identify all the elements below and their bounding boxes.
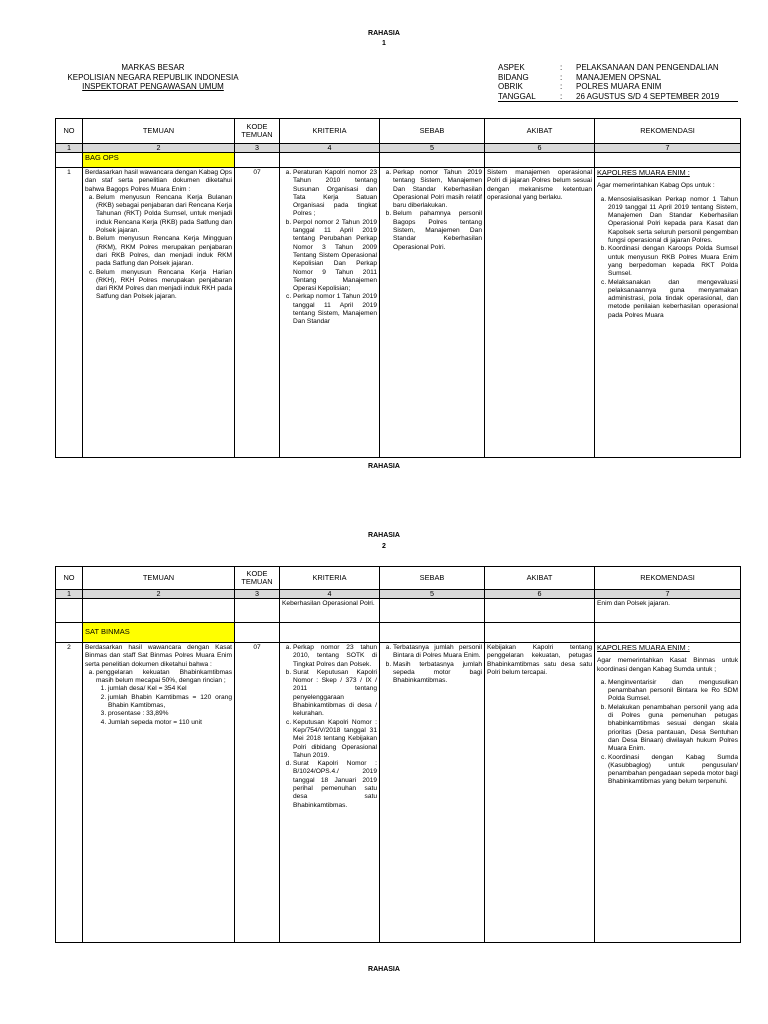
- list-item: d. Surat Kapolri Nomor : B/1024/OPS.4./ 2019 tanggal 18 Januari 2019 perihal pemenuhan satu desa satu Bhabinkamtibmas.: [293, 760, 377, 810]
- separator: :: [560, 72, 563, 82]
- temuan-sublist: [96, 685, 232, 726]
- empty-cell: [485, 623, 595, 643]
- header-row-tanggal: [498, 92, 738, 103]
- list-item: b. Koordinasi dengan Karoops Polda Sumsel untuk menyusun RKB Polres Muara Enim yang berpedoman kepada RKT Polda Sumsel.: [608, 245, 738, 278]
- col-number: 6: [485, 144, 595, 153]
- label: BIDANG: [498, 72, 529, 82]
- list-item: a. Menginventarisir dan mengusulkan penambahan personil Bintara ke Ro SDM Polda Sumsel.: [608, 679, 738, 704]
- col-number: 6: [485, 590, 595, 599]
- col-temuan: TEMUAN: [83, 119, 235, 144]
- rekomendasi-cell: [595, 643, 741, 943]
- list-item: 3. prosentase : 33,89%: [108, 710, 232, 718]
- label: OBRIK: [498, 82, 523, 91]
- empty-cell: [380, 599, 485, 623]
- empty-cell: [380, 623, 485, 643]
- col-kode: KODE TEMUAN: [235, 567, 280, 590]
- col-number: 5: [380, 590, 485, 599]
- temuan-intro: Berdasarkan hasil wawancara dengan Kasat Binmas dan staff Sat Binmas Polres Muara Enim serta penelitian dokumen diketahui bahwa :: [85, 644, 232, 668]
- classification-top-2: RAHASIA: [368, 532, 400, 539]
- empty-cell: [280, 623, 380, 643]
- empty-cell: [56, 623, 83, 643]
- empty-cell: [235, 623, 280, 643]
- findings-table-1: [55, 118, 741, 458]
- list-item: b. Masih terbatasnya jumlah sepeda motor bagi Bhabinkamtibmas.: [393, 661, 482, 686]
- empty-cell: [280, 153, 380, 168]
- table-header-row: [56, 119, 741, 144]
- temuan-cell: [83, 643, 235, 943]
- kriteria-cell: [280, 643, 380, 943]
- list-item: b. Surat Keputusan Kapolri Nomor : Skep / 373 / IX / 2011 tentang penyelenggaraan Bhabinkamtibmas di desa / kelurahan.: [293, 669, 377, 719]
- rekomendasi-list: [597, 196, 738, 320]
- section-row: [56, 153, 741, 168]
- header-line-3: INSPEKTORAT PENGAWASAN UMUM: [82, 82, 224, 91]
- col-kriteria: KRITERIA: [280, 119, 380, 144]
- list-item: a. Terbatasnya jumlah personil Bintara di Polres Muara Enim.: [393, 644, 482, 661]
- list-item: c. Keputusan Kapolri Nomor : Kep/754/V/2018 tanggal 31 Mei 2018 tentang Kebijakan Polri dibidang Operasional Tahun 2019.: [293, 719, 377, 760]
- value: PELAKSANAAN DAN PENGENDALIAN: [576, 63, 719, 72]
- empty-cell: [485, 599, 595, 623]
- temuan-intro: Berdasarkan hasil wawancara dengan Kabag Ops dan staf serta penelitian dokumen diketahui bahwa Bagops Polres Muara Enim :: [85, 169, 232, 193]
- col-number: 5: [380, 144, 485, 153]
- temuan-a-text: penggelaran kekuatan Bhabinkamtibmas masih belum mecapai 50%, dengan rincian ;: [96, 668, 232, 685]
- list-item: a. Perkap nomor 23 tahun 2010, tentang SOTK di Tingkat Polres dan Polsek.: [293, 644, 377, 669]
- rekomendasi-intro: Agar memerintahkan Kasat Binmas untuk koordinasi dengan Kabag Sumda untuk ;: [597, 657, 738, 673]
- list-item: 4. Jumlah sepeda motor = 110 unit: [108, 719, 232, 727]
- col-number: 7: [595, 144, 741, 153]
- page-number-1: 1: [382, 40, 386, 47]
- finding-row: [56, 168, 741, 458]
- rekomendasi-continuation: Enim dan Polsek jajaran.: [595, 599, 741, 623]
- col-akibat: AKIBAT: [485, 567, 595, 590]
- section-label: SAT BINMAS: [83, 623, 235, 643]
- list-item: b. Melakukan penambahan personil yang ada di Polres guna pemenuhan petugas bhabinkamtibmas sesuai dengan skala prioritas (Desa pantauan, Desa Sentuhan dan Desa Binaan) diwilayah hukum Polres Muara Enim.: [608, 704, 738, 754]
- header-left: [58, 63, 248, 92]
- continuation-row: [56, 599, 741, 623]
- empty-cell: [235, 599, 280, 623]
- value: POLRES MUARA ENIM: [576, 82, 662, 91]
- section-label: BAG OPS: [83, 153, 235, 168]
- kriteria-continuation: Keberhasilan Operasional Polri.: [280, 599, 380, 623]
- list-item: a. Peraturan Kapolri nomor 23 Tahun 2010 tentang Susunan Organisasi dan Tata Kerja Satuan Organisasi pada tingkat Polres ;: [293, 169, 377, 219]
- col-number: 4: [280, 590, 380, 599]
- list-item: b. Belum pahamnya personil Bagops Polres tentang Sistem, Manajemen Dan Standar Keberhasilan Operasional Polri.: [393, 210, 482, 251]
- col-number: 2: [83, 144, 235, 153]
- value: MANAJEMEN OPSNAL: [576, 72, 661, 82]
- classification-bottom-1: RAHASIA: [368, 463, 400, 470]
- rekomendasi-list: [597, 679, 738, 787]
- finding-row: [56, 643, 741, 943]
- findings-table-2: [55, 566, 741, 943]
- value: 26 AGUSTUS S/D 4 SEPTEMBER 2019: [576, 91, 720, 101]
- col-no: NO: [56, 567, 83, 590]
- header-row-obrik: [498, 82, 738, 92]
- classification-top-1: RAHASIA: [368, 30, 400, 37]
- table-header-row: [56, 567, 741, 590]
- rekomendasi-title: KAPOLRES MUARA ENIM :: [597, 168, 690, 177]
- list-item: a. Mensosialisasikan Perkap nomor 1 Tahun 2019 tanggal 11 April 2019 tentang Sistem, Manajemen Dan Standar Keberhasilan Operasional Polri kepada para Kasat dan Kapolsek serta seluruh personil pengemban fungsi operasional di jajaran Polres.: [608, 196, 738, 246]
- col-number: 1: [56, 144, 83, 153]
- empty-cell: [56, 599, 83, 623]
- kriteria-list: [282, 644, 377, 810]
- col-number: 3: [235, 144, 280, 153]
- kode-temuan: 07: [235, 168, 280, 458]
- kriteria-list: [282, 169, 377, 327]
- col-temuan: TEMUAN: [83, 567, 235, 590]
- empty-cell: [235, 153, 280, 168]
- list-item: c. Melaksanakan dan mengevaluasi pelaksanaannya guna menyamakan administrasi, pola tindak operasional, dan metode penilaian keberhasilan operasional pada Polres Muara: [608, 279, 738, 320]
- akibat-cell: Sistem manajemen operasional Polri di jajaran Polres belum sesuai dengan mekanisme ketentuan operasional yang berlaku.: [485, 168, 595, 458]
- kriteria-cell: [280, 168, 380, 458]
- label: TANGGAL: [498, 91, 536, 101]
- col-akibat: AKIBAT: [485, 119, 595, 144]
- empty-cell: [595, 623, 741, 643]
- classification-bottom-2: RAHASIA: [368, 966, 400, 973]
- empty-cell: [595, 153, 741, 168]
- col-number: 4: [280, 144, 380, 153]
- col-kode: KODE TEMUAN: [235, 119, 280, 144]
- sebab-list: [382, 169, 482, 252]
- list-item: b. Perpol nomor 2 Tahun 2019 tanggal 11 April 2019 tentang Perubahan Perkap Nomor 3 Tahun 2009 Tentang Sistem Operasional Kepolisian Dan Perkap Nomor 9 Tahun 2011 Tentang Manajemen Operasi Kepolisian;: [293, 219, 377, 294]
- col-sebab: SEBAB: [380, 567, 485, 590]
- section-row: [56, 623, 741, 643]
- temuan-list: [85, 194, 232, 302]
- separator: :: [560, 63, 563, 72]
- col-rekomendasi: REKOMENDASI: [595, 119, 741, 144]
- col-sebab: SEBAB: [380, 119, 485, 144]
- column-number-row: [56, 590, 741, 599]
- col-number: 3: [235, 590, 280, 599]
- list-item: a. Perkap nomor Tahun 2019 tentang Sistem, Manajemen Dan Standar Keberhasilan Operasional Polri masih relatif baru diberlakukan.: [393, 169, 482, 210]
- kode-temuan: 07: [235, 643, 280, 943]
- label: ASPEK: [498, 63, 525, 72]
- temuan-list: [85, 669, 232, 727]
- sebab-list: [382, 644, 482, 685]
- finding-no: 1: [56, 168, 83, 458]
- col-number: 2: [83, 590, 235, 599]
- header-right: [498, 63, 738, 102]
- col-number: 1: [56, 590, 83, 599]
- col-number: 7: [595, 590, 741, 599]
- col-rekomendasi: REKOMENDASI: [595, 567, 741, 590]
- empty-cell: [83, 599, 235, 623]
- finding-no: 2: [56, 643, 83, 943]
- list-item: c. Koordinasi dengan Kabag Sumda (Kasubbaglog) untuk pengusulan/ penambahan pengadaan sepeda motor bagi Bhabinkamtibmas yang belum terpenuhi.: [608, 754, 738, 787]
- rekomendasi-title: KAPOLRES MUARA ENIM :: [597, 643, 690, 652]
- temuan-cell: [83, 168, 235, 458]
- separator: :: [560, 91, 563, 101]
- empty-cell: [56, 153, 83, 168]
- empty-cell: [485, 153, 595, 168]
- separator: :: [560, 82, 563, 91]
- page-number-2: 2: [382, 543, 386, 550]
- list-item: c. Belum menyusun Rencana Kerja Harian (RKH), RKH Polres merupakan penjabaran dari RKM Polres dan menjadi induk RKH pada Satfung dan Polsek jajaran.: [96, 269, 232, 302]
- column-number-row: [56, 144, 741, 153]
- list-item: c. Perkap nomor 1 Tahun 2019 tanggal 11 April 2019 tentang Sistem, Manajemen Dan Standar: [293, 293, 377, 326]
- col-no: NO: [56, 119, 83, 144]
- rekomendasi-cell: [595, 168, 741, 458]
- list-item: 2. jumlah Bhabin Kamtibmas = 120 orang Bhabin Kamtibmas,: [108, 694, 232, 711]
- list-item: 1. jumlah desa/ Kel = 354 Kel: [108, 685, 232, 693]
- list-item: [96, 669, 232, 727]
- header-line-1: MARKAS BESAR: [121, 63, 185, 72]
- col-kriteria: KRITERIA: [280, 567, 380, 590]
- list-item: a. Belum menyusun Rencana Kerja Bulanan (RKB) sebagai penjabaran dari Rencana Kerja Tahunan (RKT) Polda Sumsel, untuk menjadi induk Rencana Kerja (RKB) pada Satfung dan Polsek jajaran.: [96, 194, 232, 235]
- list-item: b. Belum menyusun Rencana Kerja Mingguan (RKM), RKM Polres merupakan penjabaran dari RKB Polres, dan menjadi induk RKM pada Satfung dan Polsek jajaran.: [96, 235, 232, 268]
- akibat-cell: Kebijakan Kapolri tentang penggelaran kekuatan, petugas Bhabinkamtibmas satu desa satu Polri belum tercapai.: [485, 643, 595, 943]
- sebab-cell: [380, 643, 485, 943]
- header-row-bidang: [498, 73, 738, 83]
- sebab-cell: [380, 168, 485, 458]
- header-line-2: KEPOLISIAN NEGARA REPUBLIK INDONESIA: [67, 72, 239, 82]
- empty-cell: [380, 153, 485, 168]
- header-row-aspek: [498, 63, 738, 73]
- rekomendasi-intro: Agar memerintahkan Kabag Ops untuk :: [597, 182, 715, 190]
